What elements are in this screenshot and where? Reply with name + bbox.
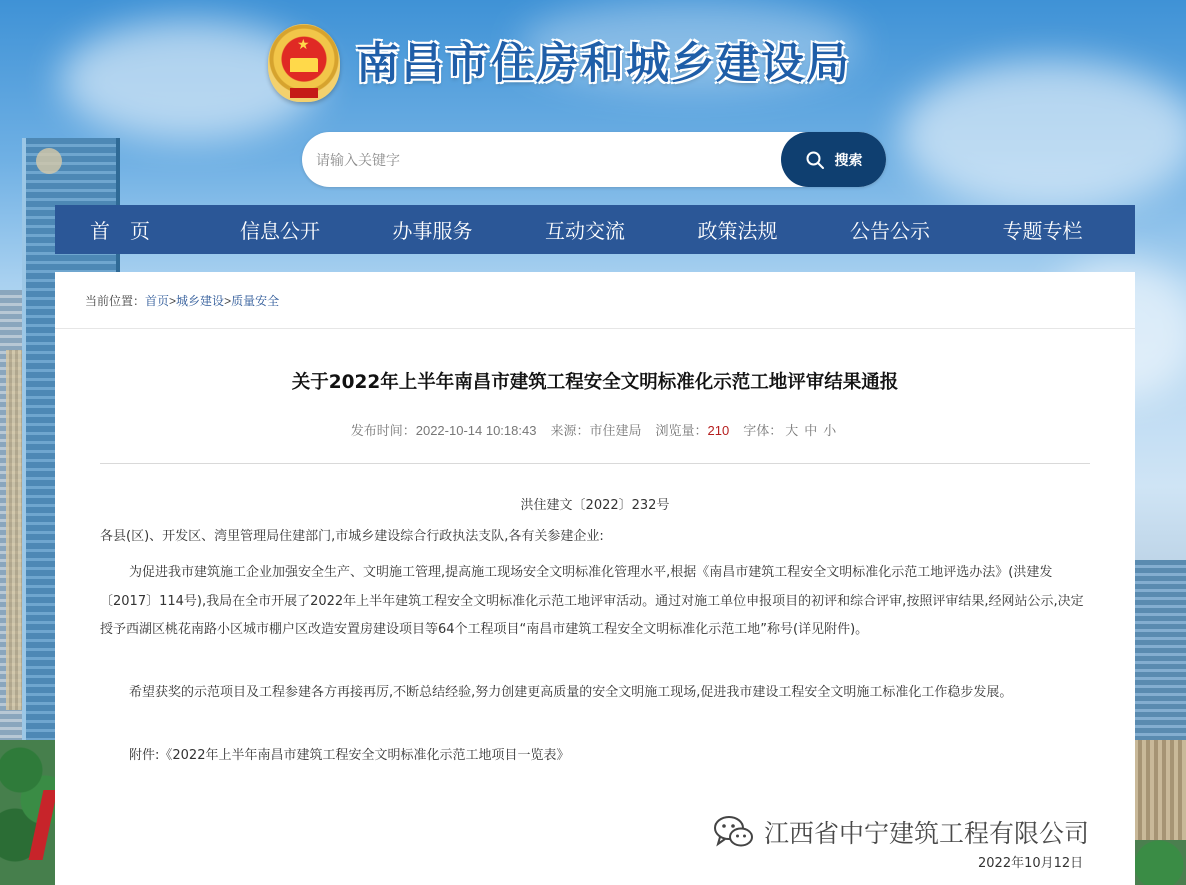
ribbon-shape [290, 88, 318, 98]
national-emblem-icon [268, 24, 340, 102]
content-panel [55, 272, 1135, 885]
source-label: 来源： [550, 423, 590, 438]
sign-date: 2022年10月12日 [978, 856, 1084, 871]
font-size-small-button[interactable]: 小 [823, 423, 837, 438]
search-input[interactable] [316, 132, 776, 187]
views-count: 210 [707, 423, 730, 438]
publish-time-label: 发布时间： [350, 423, 416, 438]
paragraph-body: 为促进我市建筑施工企业加强安全生产、文明施工管理,提高施工现场安全文明标准化管理水平,根据《南昌市建筑工程安全文明标准化示范工地评选办法》(洪建发〔2017〕114号),我局在全市开展了2022年上半年建筑工程安全文明标准化示范工地评审活动。通过对施工单位申报项目的初评和综合评审,按照评审结果,经网站公示,决定授予西湖区桃花南路小区城市棚户区改造安置房建设项目等64个工程项目“南昌市建筑工程安全文明标准化示范工地”称号(详见附件)。 [100, 565, 1084, 637]
breadcrumb-item-urban-rural[interactable]: 城乡建设 [176, 294, 225, 308]
search-button-label: 搜索 [834, 151, 863, 168]
main-nav [55, 205, 1135, 254]
star-icon: ★ [297, 37, 310, 53]
font-size-large-button[interactable]: 大 [785, 423, 799, 438]
wechat-icon [712, 813, 756, 851]
breadcrumb-separator: > [169, 294, 177, 308]
nav-item-home[interactable]: 首 页 [90, 219, 150, 243]
publish-time: 2022-10-14 10:18:43 [415, 423, 537, 438]
nav-item-special-topics[interactable]: 专题专栏 [1002, 219, 1083, 243]
breadcrumb-item-home[interactable]: 首页 [145, 294, 170, 308]
salutation: 各县(区)、开发区、湾里管理局住建部门,市城乡建设综合行政执法支队,各有关参建企业: [100, 529, 604, 544]
breadcrumb-separator: > [224, 294, 232, 308]
site-title[interactable]: 南昌市住房和城乡建设局 [356, 39, 851, 89]
article-meta [55, 420, 1135, 439]
breadcrumb-prefix: 当前位置： [85, 294, 146, 308]
font-size-medium-button[interactable]: 中 [804, 423, 818, 438]
nav-item-info-disclosure[interactable]: 信息公开 [240, 219, 320, 243]
article-title: 关于2022年上半年南昌市建筑工程安全文明标准化示范工地评审结果通报 [291, 372, 899, 393]
attachment-link[interactable]: 附件:《2022年上半年南昌市建筑工程安全文明标准化示范工地项目一览表》 [129, 748, 570, 763]
nav-item-interaction[interactable]: 互动交流 [545, 219, 625, 243]
gate-shape [290, 58, 318, 72]
font-size-label: 字体： [743, 423, 783, 438]
background-trees [1134, 840, 1186, 885]
nav-item-announcements[interactable]: 公告公示 [850, 219, 930, 243]
nav-item-policies[interactable]: 政策法规 [697, 219, 778, 243]
breadcrumb-item-quality-safety[interactable]: 质量安全 [231, 294, 280, 308]
divider [100, 463, 1090, 464]
divider [55, 328, 1135, 329]
views-label: 浏览量： [655, 423, 708, 438]
paragraph-body: 希望获奖的示范项目及工程参建各方再接再厉,不断总结经验,努力创建更高质量的安全文明施工现场,促进我市建设工程安全文明施工标准化工作稳步发展。 [129, 685, 1013, 700]
watermark-text: 江西省中宁建筑工程有限公司 [764, 819, 1090, 848]
watermark [712, 808, 1089, 856]
search-icon [805, 150, 825, 170]
search-button[interactable] [781, 132, 886, 187]
search-bar [302, 132, 886, 187]
source: 市住建局 [589, 423, 642, 438]
document-number: 洪住建文〔2022〕232号 [520, 498, 670, 513]
nav-item-services[interactable]: 办事服务 [392, 219, 473, 243]
background-cloud [900, 60, 1186, 210]
breadcrumb [85, 292, 279, 309]
